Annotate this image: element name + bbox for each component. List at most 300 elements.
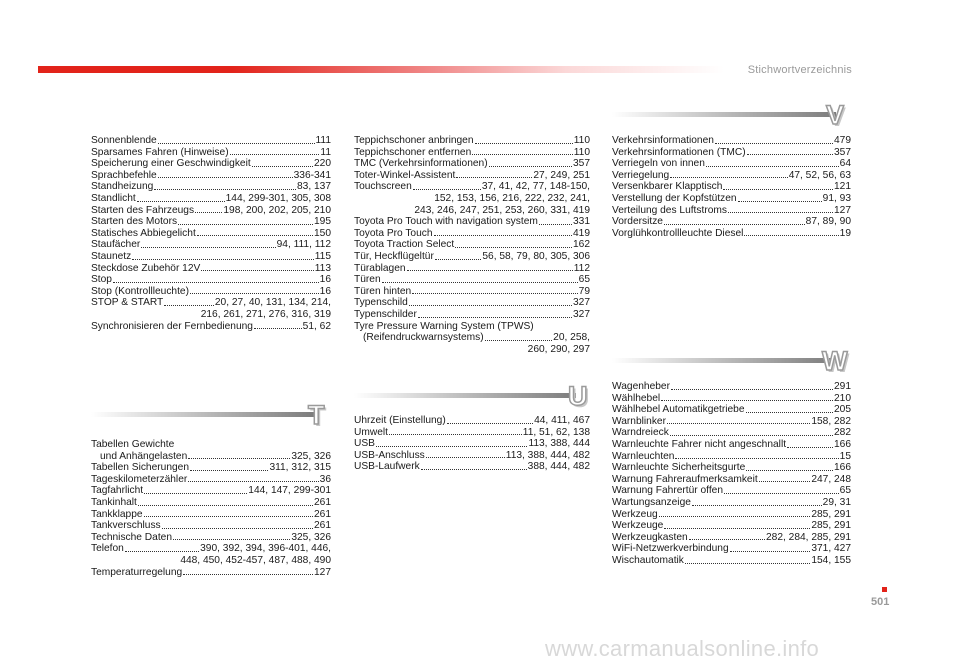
index-term: Tankverschluss <box>91 520 161 532</box>
index-entry <box>354 332 590 344</box>
index-pages: 158, 282 <box>811 415 851 427</box>
index-entry <box>354 170 590 182</box>
index-term: Versenkbarer Klapptisch <box>612 181 723 193</box>
section-letter-t: T <box>308 400 325 430</box>
index-pages: 357 <box>834 146 851 158</box>
index-entry <box>91 170 331 182</box>
dot-leader <box>426 457 505 458</box>
index-term: USB <box>354 438 375 450</box>
index-pages: 198, 200, 202, 205, 210 <box>223 204 331 216</box>
dot-leader <box>137 201 225 202</box>
dot-leader <box>195 212 222 213</box>
index-pages: 91, 93 <box>822 192 851 204</box>
index-entry <box>354 251 590 263</box>
dot-leader <box>376 446 527 447</box>
section-header-u <box>354 381 590 411</box>
index-term: Toyota Pro Touch with navigation system <box>354 216 538 228</box>
index-entry <box>91 474 331 486</box>
index-pages: 357 <box>573 158 590 170</box>
section-letter-w: W <box>822 346 848 376</box>
index-term: USB-Anschluss <box>354 449 425 461</box>
index-term: Warnleuchte Sicherheitsgurte <box>612 462 746 474</box>
index-entry <box>354 216 590 228</box>
index-pages: 150 <box>314 227 331 239</box>
index-pages: 325, 326 <box>291 450 331 462</box>
index-pages: 166 <box>834 462 851 474</box>
dot-leader <box>197 235 313 236</box>
index-term: Toter-Winkel-Assistent <box>354 169 456 181</box>
index-pages: 285, 291 <box>811 508 851 520</box>
index-term: Starten des Fahrzeugs <box>91 204 195 216</box>
index-entry <box>612 193 851 205</box>
index-pages: 20, 27, 40, 131, 134, 214, <box>214 297 331 309</box>
index-pages: 479 <box>834 135 851 146</box>
index-entry <box>91 543 331 555</box>
index-entry <box>612 555 851 567</box>
index-term: (Reifendruckwarnsystems) <box>363 332 484 344</box>
dot-leader <box>144 516 313 517</box>
index-term: Staunetz <box>91 250 132 262</box>
index-pages: 113 <box>314 262 331 274</box>
index-list-w <box>612 381 851 567</box>
index-entry <box>91 462 331 474</box>
index-pages: 261 <box>314 508 331 520</box>
index-term: Verstellung der Kopfstützen <box>612 192 737 204</box>
index-pages: 162 <box>573 239 590 251</box>
index-entry <box>91 439 331 451</box>
index-entry <box>612 216 851 228</box>
index-term: Toyota Traction Select <box>354 239 455 251</box>
index-entry <box>612 381 851 393</box>
index-pages: 110 <box>573 146 590 158</box>
dot-leader <box>435 259 482 260</box>
dot-leader <box>661 400 833 401</box>
page-header-title: Stichwortverzeichnis <box>747 64 852 76</box>
dot-leader <box>759 481 811 482</box>
index-term: Touchscreen <box>354 181 412 193</box>
index-pages: 127 <box>314 566 331 578</box>
index-pages: 111 <box>315 135 331 146</box>
dot-leader <box>730 551 811 552</box>
dot-leader <box>132 259 314 260</box>
index-pages: 16 <box>319 274 331 286</box>
index-term: Vordersitze <box>612 216 663 228</box>
index-term: Starten des Motors <box>91 216 178 228</box>
dot-leader <box>675 458 838 459</box>
dot-leader <box>178 224 313 225</box>
index-term: Stop <box>91 274 112 286</box>
index-term: Verriegeln von innen <box>612 158 705 170</box>
dot-leader <box>188 481 318 482</box>
index-entry <box>91 239 331 251</box>
dot-leader <box>418 317 572 318</box>
index-entry <box>91 158 331 170</box>
dot-leader <box>744 235 838 236</box>
index-pages: 205 <box>834 404 851 416</box>
index-entry <box>354 450 590 462</box>
index-entry <box>612 393 851 405</box>
index-pages: 282, 284, 285, 291 <box>766 531 851 543</box>
index-term: Speicherung einer Geschwindigkeit <box>91 158 251 170</box>
index-pages: 327 <box>573 308 590 320</box>
dot-leader <box>692 505 822 506</box>
dot-leader <box>723 189 833 190</box>
index-term: Sonnenblende <box>91 135 157 146</box>
index-pages: 51, 62 <box>302 320 331 332</box>
index-pages: 19 <box>839 227 851 239</box>
index-pages: 44, 411, 467 <box>534 415 590 426</box>
index-entry <box>91 520 331 532</box>
index-pages: 56, 58, 79, 80, 305, 306 <box>482 250 590 262</box>
index-term: und Anhängelasten <box>100 450 188 462</box>
index-term: Telefon <box>91 543 124 555</box>
index-term: TMC (Verkehrsinformationen) <box>354 158 488 170</box>
dot-leader <box>728 212 833 213</box>
dot-leader <box>188 458 290 459</box>
index-entry <box>91 228 331 240</box>
dot-leader <box>689 539 765 540</box>
index-pages: 16 <box>319 285 331 297</box>
dot-leader <box>125 551 199 552</box>
index-term: Verkehrsinformationen (TMC) <box>612 146 746 158</box>
index-pages: 388, 444, 482 <box>527 461 590 473</box>
index-term: Synchronisieren der Fernbedienung <box>91 320 253 332</box>
index-term: Werkzeugkasten <box>612 531 688 543</box>
index-entry <box>91 286 331 298</box>
dot-leader <box>671 389 833 390</box>
watermark: www.carmanualsonline.info <box>545 636 820 661</box>
index-pages: 65 <box>578 274 590 286</box>
index-term: Türablagen <box>354 262 406 274</box>
dot-leader <box>664 224 805 225</box>
index-entry <box>91 497 331 509</box>
index-entry <box>354 228 590 240</box>
index-pages: 94, 111, 112 <box>276 239 331 251</box>
dot-leader <box>659 516 811 517</box>
index-pages: 336-341 <box>293 169 331 181</box>
index-term: Verriegelung <box>612 169 670 181</box>
index-pages: 390, 392, 394, 396-401, 446, <box>200 543 331 555</box>
index-entry <box>91 485 331 497</box>
index-term: Temperaturregelung <box>91 566 183 578</box>
index-term: Wagenheber <box>612 381 670 392</box>
index-pages-continued: 448, 450, 452-457, 487, 488, 490 <box>180 554 331 566</box>
index-term: Verteilung des Luftstroms <box>612 204 727 216</box>
dot-leader <box>715 143 833 144</box>
dot-leader <box>409 305 572 306</box>
dot-leader <box>413 189 481 190</box>
index-entry <box>354 263 590 275</box>
dot-leader <box>158 177 293 178</box>
index-term: Vorglühkontrollleuchte Diesel <box>612 227 744 239</box>
index-entry <box>612 135 851 147</box>
index-pages-continued: 152, 153, 156, 216, 222, 232, 241, <box>434 192 590 204</box>
dot-leader <box>539 224 572 225</box>
dot-leader <box>144 493 247 494</box>
index-entry <box>612 509 851 521</box>
index-term: Sprachbefehle <box>91 169 157 181</box>
index-entry <box>354 181 590 193</box>
index-term: Wählhebel Automatikgetriebe <box>612 404 745 416</box>
dot-leader <box>455 247 572 248</box>
index-pages: 220 <box>314 158 331 170</box>
index-entry <box>91 147 331 159</box>
index-entry <box>91 532 331 544</box>
index-term: Warnleuchte Fahrer nicht angeschnallt <box>612 438 787 450</box>
dot-leader <box>472 154 573 155</box>
index-entry <box>612 404 851 416</box>
index-entry <box>91 251 331 263</box>
section-header-t <box>91 400 331 430</box>
index-pages: 282 <box>834 427 851 439</box>
dot-leader <box>456 177 532 178</box>
index-pages: 419 <box>573 227 590 239</box>
dot-leader <box>154 189 296 190</box>
dot-leader <box>447 423 533 424</box>
index-term: Standheizung <box>91 181 154 193</box>
index-entry <box>91 297 331 309</box>
index-term: Wählhebel <box>612 392 661 404</box>
index-pages: 36 <box>319 473 331 485</box>
dot-leader <box>230 154 320 155</box>
index-entry <box>354 147 590 159</box>
index-term: Warndreieck <box>612 427 669 439</box>
index-term: Werkzeuge <box>612 520 664 532</box>
index-pages: 20, 258, <box>553 332 590 344</box>
section-letter-u: U <box>568 381 588 411</box>
index-term: Tankinhalt <box>91 496 137 508</box>
index-entry <box>612 532 851 544</box>
index-entry <box>91 567 331 579</box>
index-entry <box>612 474 851 486</box>
index-term: Warnblinker <box>612 415 666 427</box>
index-term: Tabellen Sicherungen <box>91 462 189 474</box>
index-term: Wischautomatik <box>612 554 684 566</box>
index-pages: 87, 89, 90 <box>805 216 851 228</box>
index-term: Steckdose Zubehör 12V <box>91 262 201 274</box>
index-entry <box>612 147 851 159</box>
index-term: Verkehrsinformationen <box>612 135 714 146</box>
index-entry <box>91 135 331 147</box>
index-entry <box>354 274 590 286</box>
index-pages: 127 <box>834 204 851 216</box>
index-pages: 11, 51, 62, 138 <box>522 426 590 438</box>
index-term: Warnleuchten <box>612 450 675 462</box>
dot-leader <box>670 177 787 178</box>
index-entry <box>91 181 331 193</box>
dot-leader <box>747 154 833 155</box>
index-term: Türen hinten <box>354 285 412 297</box>
index-pages: 115 <box>314 250 331 262</box>
index-entry <box>612 543 851 555</box>
index-pages: 311, 312, 315 <box>269 462 331 474</box>
index-pages: 261 <box>314 520 331 532</box>
index-entry <box>612 497 851 509</box>
index-term: USB-Laufwerk <box>354 461 420 473</box>
dot-leader <box>183 574 313 575</box>
dot-leader <box>724 493 839 494</box>
index-pages: 110 <box>573 135 590 146</box>
index-term: STOP & START <box>91 297 164 309</box>
index-entry <box>91 205 331 217</box>
index-entry <box>354 286 590 298</box>
index-entry <box>612 416 851 428</box>
index-entry <box>91 509 331 521</box>
dot-leader <box>382 282 578 283</box>
dot-leader <box>685 563 810 564</box>
index-term: Tyre Pressure Warning System (TPWS) <box>354 320 534 332</box>
index-list-t-continued <box>354 135 590 355</box>
index-entry <box>612 228 851 240</box>
dot-leader <box>738 201 822 202</box>
index-pages: 331 <box>573 216 590 228</box>
index-entry <box>612 439 851 451</box>
dot-leader <box>201 270 313 271</box>
index-term: Warnung Fahreraufmerksamkeit <box>612 473 758 485</box>
index-term: Wartungsanzeige <box>612 496 691 508</box>
index-entry <box>612 205 851 217</box>
index-term: Stop (Kontrollleuchte) <box>91 285 189 297</box>
index-entry <box>354 321 590 333</box>
index-entry <box>354 427 590 439</box>
dot-leader <box>664 528 810 529</box>
index-term: Tageskilometerzähler <box>91 473 188 485</box>
index-entry <box>354 135 590 147</box>
index-pages: 112 <box>573 262 590 274</box>
index-term: Statisches Abbiegelicht <box>91 227 196 239</box>
dot-leader <box>746 412 833 413</box>
index-entry <box>91 451 331 463</box>
dot-leader <box>421 469 527 470</box>
index-term: Sparsames Fahren (Hinweise) <box>91 146 229 158</box>
index-pages: 113, 388, 444, 482 <box>505 449 590 461</box>
dot-leader <box>141 247 275 248</box>
index-pages: 144, 147, 299-301 <box>248 485 331 497</box>
index-pages: 47, 52, 56, 63 <box>788 169 851 181</box>
dot-leader <box>412 293 577 294</box>
index-pages-continued: 216, 261, 271, 276, 316, 319 <box>200 308 331 320</box>
index-pages: 11 <box>320 146 331 158</box>
index-pages: 79 <box>578 285 590 297</box>
index-term: Türen <box>354 274 381 286</box>
dot-leader <box>475 143 573 144</box>
index-term: Teppichschoner entfernen <box>354 146 472 158</box>
index-term: Uhrzeit (Einstellung) <box>354 415 446 426</box>
dot-leader <box>746 470 833 471</box>
index-pages: 113, 388, 444 <box>528 438 590 450</box>
dot-leader <box>113 282 319 283</box>
index-entry <box>612 170 851 182</box>
index-term: Umwelt <box>354 426 388 438</box>
index-pages: 37, 41, 42, 77, 148-150, <box>481 181 590 193</box>
index-entry <box>612 485 851 497</box>
index-pages: 261 <box>314 496 331 508</box>
dot-leader <box>787 447 833 448</box>
index-entry <box>354 158 590 170</box>
dot-leader <box>164 305 214 306</box>
index-list-t <box>91 439 331 578</box>
index-term: Werkzeug <box>612 508 658 520</box>
dot-leader <box>173 539 290 540</box>
dot-leader <box>434 235 572 236</box>
index-pages: 327 <box>573 297 590 309</box>
index-entry <box>91 274 331 286</box>
index-pages: 27, 249, 251 <box>533 169 590 181</box>
page-number: 501 <box>871 596 890 608</box>
index-pages: 285, 291 <box>811 520 851 532</box>
index-list-v <box>612 135 851 239</box>
index-entry <box>91 216 331 228</box>
index-pages-continued: 243, 246, 247, 251, 253, 260, 331, 419 <box>414 204 590 216</box>
index-pages: 121 <box>834 181 851 193</box>
index-pages: 210 <box>834 392 851 404</box>
index-pages: 154, 155 <box>811 554 851 566</box>
dot-leader <box>407 270 573 271</box>
index-pages: 29, 31 <box>822 496 851 508</box>
dot-leader <box>254 328 302 329</box>
footer-accent-square <box>882 587 887 592</box>
index-term: Technische Daten <box>91 531 172 543</box>
section-letter-v: V <box>826 100 845 130</box>
index-entry <box>612 427 851 439</box>
index-entry <box>354 309 590 321</box>
index-pages: 64 <box>839 158 851 170</box>
index-entry <box>612 181 851 193</box>
index-pages: 371, 427 <box>811 543 851 555</box>
index-entry <box>354 461 590 473</box>
index-term: Staufächer <box>91 239 141 251</box>
index-term: Typenschild <box>354 297 408 309</box>
index-term: Typenschilder <box>354 308 417 320</box>
dot-leader <box>489 166 572 167</box>
dot-leader <box>485 340 553 341</box>
index-pages: 247, 248 <box>811 473 851 485</box>
dot-leader <box>138 505 313 506</box>
index-term: Tagfahrlicht <box>91 485 144 497</box>
index-entry <box>91 321 331 333</box>
dot-leader <box>667 423 810 424</box>
index-term: Tür, Heckflügeltür <box>354 250 434 262</box>
section-header-w <box>612 346 852 376</box>
dot-leader <box>162 528 313 529</box>
dot-leader <box>670 435 833 436</box>
index-pages: 195 <box>314 216 331 228</box>
index-entry <box>612 520 851 532</box>
dot-leader <box>190 470 268 471</box>
index-entry <box>354 239 590 251</box>
index-pages: 65 <box>839 485 851 497</box>
dot-leader <box>252 166 313 167</box>
index-list-u <box>354 415 590 473</box>
index-term: WiFi-Netzwerkverbindung <box>612 543 729 555</box>
index-term: Warnung Fahrertür offen <box>612 485 723 497</box>
index-entry <box>354 297 590 309</box>
index-entry <box>91 193 331 205</box>
index-pages: 166 <box>834 438 851 450</box>
index-term: Toyota Pro Touch <box>354 227 433 239</box>
index-term: Teppichschoner anbringen <box>354 135 474 146</box>
index-term: Standlicht <box>91 192 136 204</box>
index-entry <box>612 158 851 170</box>
index-pages: 83, 137 <box>297 181 331 193</box>
index-entry <box>612 451 851 463</box>
index-pages-continued: 260, 290, 297 <box>527 343 590 355</box>
index-pages: 291 <box>834 381 851 392</box>
dot-leader <box>158 143 315 144</box>
dot-leader <box>706 166 839 167</box>
dot-leader <box>389 434 522 435</box>
index-term: Tankklappe <box>91 508 143 520</box>
